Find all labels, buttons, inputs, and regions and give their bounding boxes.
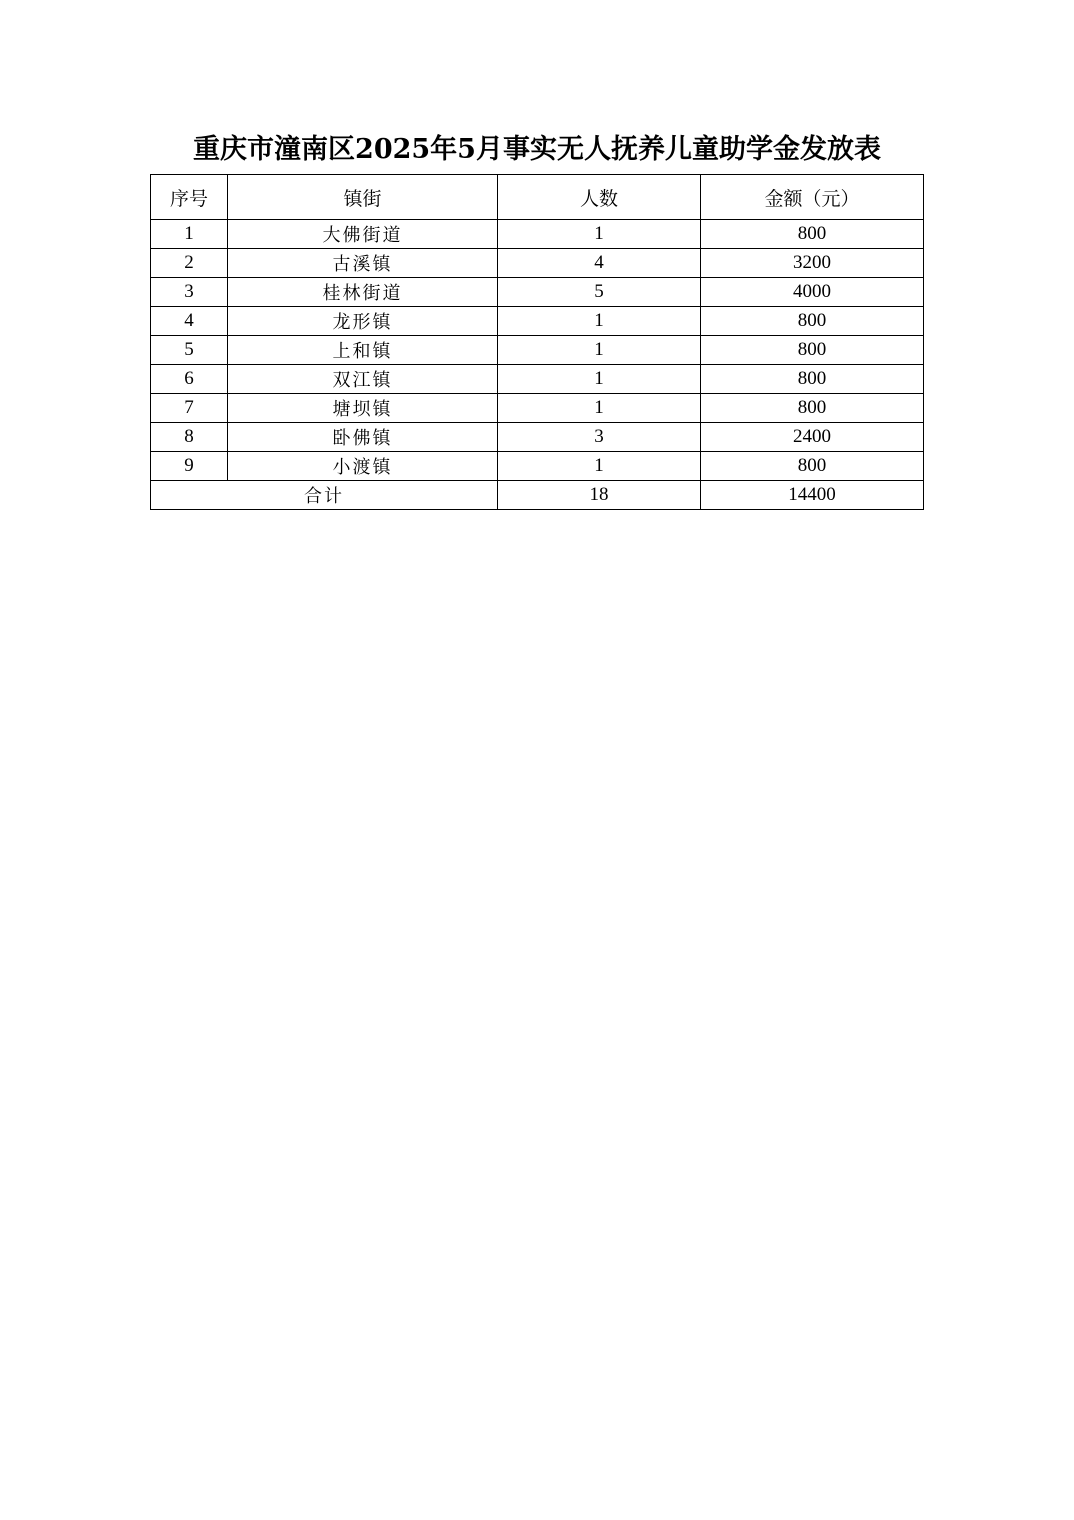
cell-index: 4 [151,307,228,336]
table-row [151,278,924,307]
cell-amount: 4000 [701,278,924,307]
header-amount: 金额（元） [701,175,924,220]
cell-amount: 800 [701,307,924,336]
cell-town: 双江镇 [228,365,498,394]
table-row [151,336,924,365]
cell-index: 9 [151,452,228,481]
total-amount: 14400 [701,481,924,510]
total-count: 18 [498,481,701,510]
cell-count: 1 [498,307,701,336]
cell-amount: 2400 [701,423,924,452]
table-row [151,365,924,394]
table-row [151,394,924,423]
cell-count: 1 [498,220,701,249]
cell-count: 5 [498,278,701,307]
table-row [151,249,924,278]
cell-index: 2 [151,249,228,278]
cell-count: 1 [498,452,701,481]
cell-count: 4 [498,249,701,278]
cell-index: 1 [151,220,228,249]
cell-count: 3 [498,423,701,452]
table-row [151,452,924,481]
cell-town: 塘坝镇 [228,394,498,423]
cell-town: 古溪镇 [228,249,498,278]
cell-amount: 800 [701,394,924,423]
header-count: 人数 [498,175,701,220]
table-row [151,423,924,452]
header-index: 序号 [151,175,228,220]
table-row [151,307,924,336]
cell-count: 1 [498,336,701,365]
cell-town: 卧佛镇 [228,423,498,452]
cell-amount: 800 [701,336,924,365]
cell-amount: 800 [701,220,924,249]
cell-index: 3 [151,278,228,307]
document-title: 重庆市潼南区2025年5月事实无人抚养儿童助学金发放表 [193,134,881,165]
table-row [151,220,924,249]
cell-town: 上和镇 [228,336,498,365]
header-row [151,175,924,220]
header-town: 镇街 [228,175,498,220]
cell-index: 7 [151,394,228,423]
cell-index: 8 [151,423,228,452]
cell-town: 龙形镇 [228,307,498,336]
total-row [151,481,924,510]
cell-amount: 800 [701,365,924,394]
cell-count: 1 [498,365,701,394]
cell-town: 小渡镇 [228,452,498,481]
grant-distribution-table [150,174,924,510]
cell-amount: 800 [701,452,924,481]
cell-count: 1 [498,394,701,423]
total-label: 合计 [151,481,498,510]
cell-index: 6 [151,365,228,394]
cell-town: 大佛街道 [228,220,498,249]
cell-town: 桂林街道 [228,278,498,307]
cell-amount: 3200 [701,249,924,278]
cell-index: 5 [151,336,228,365]
table-body [151,220,924,510]
table-header [151,175,924,220]
